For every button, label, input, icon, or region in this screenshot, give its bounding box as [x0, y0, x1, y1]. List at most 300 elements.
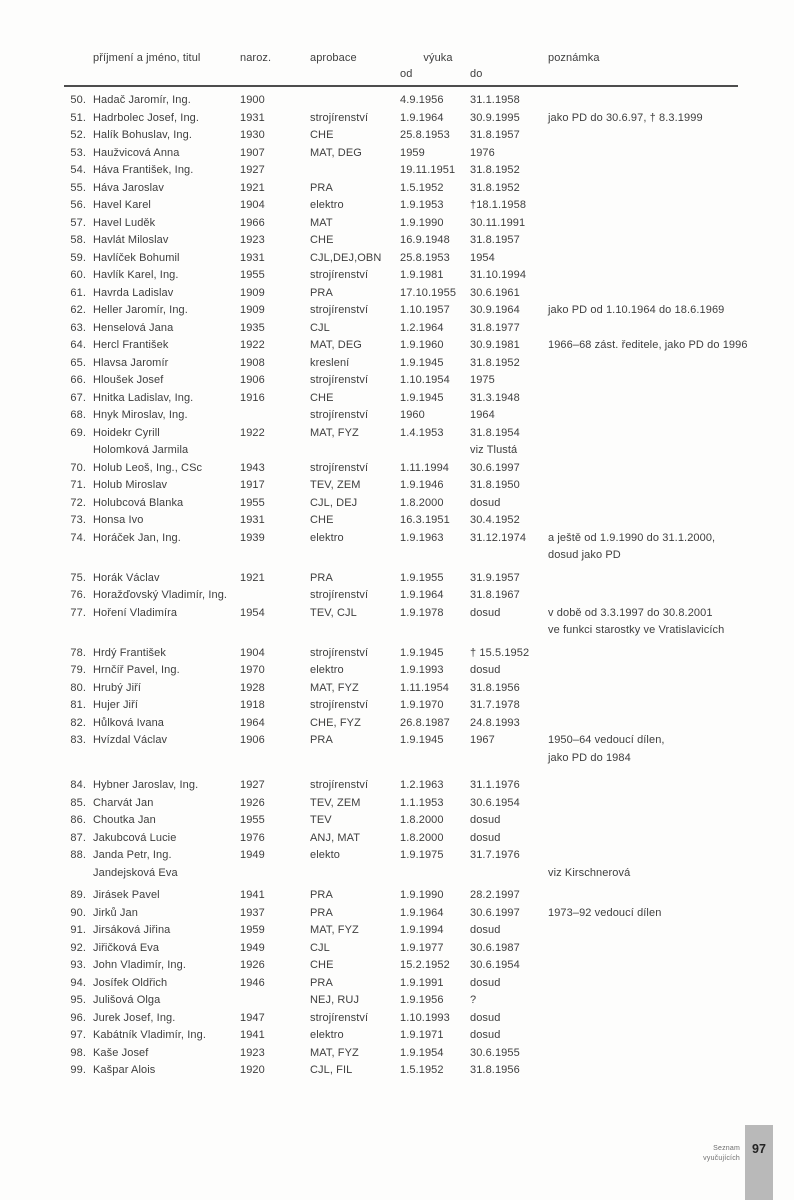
row-number: 88. [70, 849, 86, 861]
row-name: Hercl František [93, 339, 169, 351]
table-row [0, 304, 794, 322]
table-row [0, 514, 794, 532]
row-teaching-to: † 15.5.1952 [470, 646, 530, 659]
sidebar-label-line2: vyučujících [703, 1155, 740, 1163]
row-birth-year: 1922 [240, 426, 265, 439]
row-name: Háva František, Ing. [93, 164, 194, 176]
row-number: 67. [70, 391, 86, 404]
row-teaching-to: 31.8.1956 [470, 1064, 520, 1076]
row-teaching-to: 30.11.1991 [470, 216, 526, 229]
row-aprobace: CJL,DEJ,OBN [310, 251, 382, 264]
row-teaching-to: 31.8.1957 [470, 129, 520, 141]
row-name: Kaše Josef [93, 1046, 149, 1059]
column-header-do: do [470, 68, 483, 80]
table-row [0, 94, 794, 112]
table-row [0, 479, 794, 497]
row-name: Hrdý František [93, 646, 166, 659]
row-aprobace: CHE [310, 959, 334, 971]
table-row [0, 889, 794, 907]
row-name: Horák Václav [93, 571, 160, 584]
row-teaching-from: 16.3.1951 [400, 514, 450, 526]
row-note: jako PD do 1984 [548, 751, 631, 764]
row-teaching-to: dosud [470, 924, 501, 936]
row-aprobace: strojírenství [310, 646, 369, 659]
row-teaching-from: 1.9.1954 [400, 1046, 444, 1059]
table-row [0, 607, 794, 625]
row-teaching-from: 1.1.1953 [400, 796, 444, 809]
row-note: 1966–68 zást. ředitele, jako PD do 1996 [548, 339, 748, 351]
row-number: 69. [70, 426, 86, 439]
row-number: 50. [70, 94, 86, 106]
row-teaching-to: 1975 [470, 374, 495, 386]
row-teaching-from: 1.9.1945 [400, 646, 444, 659]
row-name: Honsa Ivo [93, 514, 144, 526]
row-teaching-from: 1.8.2000 [400, 496, 444, 509]
row-aprobace: CHE [310, 514, 334, 526]
row-name: Julišová Olga [93, 994, 161, 1006]
row-number: 74. [70, 531, 86, 544]
row-number: 65. [70, 356, 86, 369]
row-number: 63. [70, 321, 86, 334]
table-header-row2 [0, 68, 794, 84]
row-teaching-from: 1.9.1971 [400, 1029, 444, 1041]
row-aprobace: PRA [310, 889, 333, 901]
row-number: 84. [70, 779, 86, 791]
row-name: Hnyk Miroslav, Ing. [93, 409, 188, 421]
row-teaching-from: 1.9.1990 [400, 889, 444, 901]
table-row [0, 572, 794, 590]
row-birth-year: 1928 [240, 681, 265, 694]
row-name: Heller Jaromír, Ing. [93, 304, 188, 316]
table-row [0, 444, 794, 462]
row-name: Havel Luděk [93, 216, 156, 229]
row-number: 94. [70, 976, 86, 989]
row-name: John Vladimír, Ing. [93, 959, 187, 971]
table-row [0, 269, 794, 287]
row-aprobace: CHE, FYZ [310, 716, 361, 729]
column-header-vyuka: výuka [423, 52, 453, 64]
row-number: 57. [70, 216, 86, 229]
row-teaching-to: dosud [470, 1029, 501, 1041]
row-name: Jirků Jan [93, 906, 138, 919]
row-name: Jiřičková Eva [93, 941, 160, 954]
row-name: Jurek Josef, Ing. [93, 1011, 176, 1024]
row-teaching-to: 31.8.1977 [470, 321, 520, 334]
row-teaching-from: 1.9.1991 [400, 976, 444, 989]
row-spacer [0, 769, 794, 779]
row-number: 64. [70, 339, 86, 351]
row-teaching-from: 1.5.1952 [400, 181, 444, 194]
row-teaching-to: ? [470, 994, 477, 1006]
row-teaching-from: 1.9.1970 [400, 699, 444, 711]
row-teaching-from: 1.9.1960 [400, 339, 444, 351]
row-aprobace: elektro [310, 1029, 344, 1041]
row-birth-year: 1921 [240, 571, 265, 584]
row-teaching-from: 1.10.1957 [400, 304, 450, 316]
table-row [0, 357, 794, 375]
row-birth-year: 1931 [240, 251, 265, 264]
table-row [0, 322, 794, 340]
row-number: 82. [70, 716, 86, 729]
row-teaching-to: 31.1.1976 [470, 779, 520, 791]
row-birth-year: 1941 [240, 889, 265, 901]
row-birth-year: 1906 [240, 374, 265, 386]
row-teaching-to: 1964 [470, 409, 495, 421]
row-teaching-from: 1.10.1954 [400, 374, 450, 386]
row-name: Hvízdal Václav [93, 734, 168, 746]
column-header-od: od [400, 68, 413, 80]
row-name: Hujer Jiří [93, 699, 139, 711]
row-teaching-from: 19.11.1951 [400, 164, 456, 176]
row-name: Hoření Vladimíra [93, 606, 178, 619]
row-teaching-to: 30.9.1981 [470, 339, 520, 351]
row-teaching-to: 30.6.1954 [470, 796, 520, 809]
row-birth-year: 1955 [240, 496, 265, 509]
row-teaching-from: 1.9.1945 [400, 734, 444, 746]
row-birth-year: 1909 [240, 286, 265, 299]
row-teaching-to: dosud [470, 1011, 501, 1024]
row-name: Jirásek Pavel [93, 889, 160, 901]
column-header-aprobace: aprobace [310, 52, 357, 64]
row-aprobace: CJL [310, 321, 330, 334]
row-teaching-to: 31.8.1954 [470, 426, 520, 439]
row-teaching-from: 1.9.1994 [400, 924, 444, 936]
row-teaching-to: †18.1.1958 [470, 199, 527, 211]
row-number: 80. [70, 681, 86, 694]
row-aprobace: elektro [310, 531, 344, 544]
row-aprobace: kreslení [310, 356, 350, 369]
row-birth-year: 1939 [240, 531, 265, 544]
table-row [0, 1012, 794, 1030]
row-note: v době od 3.3.1997 do 30.8.2001 [548, 606, 713, 619]
row-teaching-from: 25.8.1953 [400, 251, 450, 264]
row-number: 96. [70, 1011, 86, 1024]
row-number: 86. [70, 814, 86, 826]
row-teaching-from: 1.5.1952 [400, 1064, 444, 1076]
row-birth-year: 1904 [240, 199, 265, 211]
row-teaching-to: 31.8.1950 [470, 479, 520, 491]
table-row [0, 217, 794, 235]
table-row [0, 589, 794, 607]
row-birth-year: 1900 [240, 94, 265, 106]
row-teaching-from: 1.9.1953 [400, 199, 444, 211]
row-aprobace: elektro [310, 199, 344, 211]
row-teaching-to: 31.12.1974 [470, 531, 527, 544]
row-name: Holub Miroslav [93, 479, 168, 491]
row-teaching-from: 1.9.1993 [400, 664, 444, 676]
row-number: 60. [70, 269, 86, 281]
row-number: 52. [70, 129, 86, 141]
table-row [0, 994, 794, 1012]
row-aprobace: CJL, DEJ [310, 496, 358, 509]
row-aprobace: CJL, FIL [310, 1064, 353, 1076]
table-row [0, 832, 794, 850]
row-birth-year: 1970 [240, 664, 265, 676]
row-number: 53. [70, 146, 86, 159]
row-teaching-to: 31.1.1958 [470, 94, 520, 106]
column-header-note: poznámka [548, 52, 600, 64]
row-aprobace: strojírenství [310, 589, 369, 601]
row-aprobace: MAT, FYZ [310, 1046, 359, 1059]
table-row [0, 797, 794, 815]
row-name: Jirsáková Jiřina [93, 924, 171, 936]
row-teaching-from: 1.9.1955 [400, 571, 444, 584]
row-birth-year: 1917 [240, 479, 265, 491]
row-aprobace: strojírenství [310, 269, 369, 281]
row-name: Charvát Jan [93, 796, 154, 809]
row-teaching-from: 1.2.1963 [400, 779, 444, 791]
row-name: Jakubcová Lucie [93, 831, 177, 844]
row-name: Háva Jaroslav [93, 181, 164, 194]
row-aprobace: TEV, CJL [310, 606, 357, 619]
table-row [0, 112, 794, 130]
table-row [0, 532, 794, 550]
row-birth-year: 1922 [240, 339, 265, 351]
row-teaching-from: 1.9.1977 [400, 941, 444, 954]
row-name: Hnitka Ladislav, Ing. [93, 391, 194, 404]
header-rule [64, 85, 738, 87]
table-row [0, 234, 794, 252]
row-name: Hrubý Jiří [93, 681, 142, 694]
row-name: Havlík Karel, Ing. [93, 269, 179, 281]
row-name: Halík Bohuslav, Ing. [93, 129, 193, 141]
row-birth-year: 1937 [240, 906, 265, 919]
column-header-name: příjmení a jméno, titul [93, 52, 201, 64]
row-teaching-to: 30.9.1964 [470, 304, 520, 316]
row-teaching-from: 1.8.2000 [400, 831, 444, 844]
row-name: Hybner Jaroslav, Ing. [93, 779, 199, 791]
row-teaching-to: 30.6.1987 [470, 941, 520, 954]
row-teaching-from: 17.10.1955 [400, 286, 457, 299]
row-aprobace: MAT [310, 216, 333, 229]
row-note: dosud jako PD [548, 549, 621, 561]
table-row [0, 129, 794, 147]
row-note: ve funkci starostky ve Vratislavicích [548, 624, 725, 636]
row-teaching-to: 31.8.1956 [470, 681, 520, 694]
row-teaching-to: 31.3.1948 [470, 391, 520, 404]
row-teaching-to: 31.8.1952 [470, 356, 520, 369]
row-aprobace: ANJ, MAT [310, 831, 361, 844]
row-birth-year: 1907 [240, 146, 265, 159]
row-teaching-to: 30.6.1961 [470, 286, 520, 299]
row-name: Hadač Jaromír, Ing. [93, 94, 191, 106]
row-teaching-to: 31.7.1978 [470, 699, 520, 711]
row-number: 97. [70, 1029, 86, 1041]
row-number: 56. [70, 199, 86, 211]
row-birth-year: 1943 [240, 461, 265, 474]
row-number: 85. [70, 796, 86, 809]
row-aprobace: TEV, ZEM [310, 796, 361, 809]
row-name: Havlíček Bohumil [93, 251, 180, 264]
row-teaching-to: dosud [470, 664, 501, 676]
row-aprobace: MAT, DEG [310, 146, 362, 159]
row-teaching-from: 4.9.1956 [400, 94, 444, 106]
row-teaching-from: 1.9.1964 [400, 906, 444, 919]
row-number: 76. [70, 589, 86, 601]
row-birth-year: 1954 [240, 606, 265, 619]
row-aprobace: PRA [310, 906, 333, 919]
row-teaching-from: 1.9.1963 [400, 531, 444, 544]
table-row [0, 1064, 794, 1082]
row-birth-year: 1931 [240, 514, 265, 526]
sidebar-label-line1: Seznam [713, 1145, 740, 1152]
row-teaching-from: 1.2.1964 [400, 321, 444, 334]
row-teaching-to: 24.8.1993 [470, 716, 520, 729]
row-birth-year: 1921 [240, 181, 265, 194]
row-number: 75. [70, 571, 86, 584]
row-birth-year: 1947 [240, 1011, 265, 1024]
row-teaching-to: 30.6.1954 [470, 959, 520, 971]
row-teaching-to: 30.6.1997 [470, 461, 520, 474]
table-row [0, 682, 794, 700]
row-aprobace: strojírenství [310, 1011, 369, 1024]
row-teaching-to: 31.8.1952 [470, 164, 520, 176]
row-birth-year: 1946 [240, 976, 265, 989]
row-name: Hloušek Josef [93, 374, 164, 386]
table-row [0, 392, 794, 410]
row-birth-year: 1966 [240, 216, 265, 229]
teacher-table [0, 94, 794, 1082]
row-note: 1973–92 vedoucí dílen [548, 906, 662, 919]
row-name: Kašpar Alois [93, 1064, 156, 1076]
table-row [0, 374, 794, 392]
row-birth-year: 1964 [240, 716, 265, 729]
row-teaching-from: 25.8.1953 [400, 129, 450, 141]
row-number: 89. [70, 889, 86, 901]
row-birth-year: 1909 [240, 304, 265, 316]
table-row [0, 497, 794, 515]
row-number: 87. [70, 831, 86, 844]
row-teaching-to: 1967 [470, 734, 495, 746]
row-name: Hadrbolec Josef, Ing. [93, 111, 200, 124]
row-number: 78. [70, 646, 86, 659]
table-row [0, 699, 794, 717]
table-row [0, 1029, 794, 1047]
row-aprobace: NEJ, RUJ [310, 994, 360, 1006]
row-name: Havel Karel [93, 199, 151, 211]
table-row [0, 942, 794, 960]
row-number: 73. [70, 514, 86, 526]
row-birth-year: 1926 [240, 796, 265, 809]
row-teaching-to: dosud [470, 606, 501, 619]
row-name: Horažďovský Vladimír, Ing. [93, 589, 228, 601]
row-teaching-from: 26.8.1987 [400, 716, 450, 729]
page-number-tab [745, 1125, 773, 1200]
row-birth-year: 1927 [240, 164, 265, 176]
row-name: Hoidekr Cyrill [93, 426, 160, 439]
row-number: 77. [70, 606, 86, 619]
row-aprobace: strojírenství [310, 304, 369, 316]
row-number: 71. [70, 479, 86, 491]
row-aprobace: MAT, FYZ [310, 681, 359, 694]
row-teaching-to: 31.8.1967 [470, 589, 520, 601]
row-teaching-from: 1.10.1993 [400, 1011, 450, 1024]
page-number: 97 [752, 1142, 766, 1156]
column-header-born: naroz. [240, 52, 272, 64]
row-birth-year: 1927 [240, 779, 265, 791]
table-row [0, 849, 794, 867]
row-teaching-from: 1.9.1975 [400, 849, 444, 861]
table-row [0, 624, 794, 642]
row-aprobace: strojírenství [310, 374, 369, 386]
row-note: jako PD od 1.10.1964 do 18.6.1969 [548, 304, 725, 316]
row-aprobace: PRA [310, 976, 333, 989]
row-teaching-from: 1.9.1945 [400, 391, 444, 404]
row-teaching-to: 28.2.1997 [470, 889, 520, 901]
table-row [0, 339, 794, 357]
table-row [0, 814, 794, 832]
table-row [0, 164, 794, 182]
row-teaching-from: 1.9.1956 [400, 994, 444, 1006]
row-teaching-to: 1954 [470, 251, 495, 264]
row-aprobace: PRA [310, 286, 333, 299]
row-name: Holubcová Blanka [93, 496, 184, 509]
row-name: Henselová Jana [93, 321, 174, 334]
table-row [0, 182, 794, 200]
table-row [0, 199, 794, 217]
row-teaching-from: 1.8.2000 [400, 814, 444, 826]
row-teaching-from: 1.9.1978 [400, 606, 444, 619]
row-aprobace: MAT, DEG [310, 339, 362, 351]
row-teaching-from: 1.9.1964 [400, 111, 444, 124]
row-aprobace: CJL [310, 941, 330, 954]
row-teaching-from: 1.4.1953 [400, 426, 444, 439]
row-number: 83. [70, 734, 86, 746]
row-aprobace: CHE [310, 129, 334, 141]
row-number: 95. [70, 994, 86, 1006]
table-row [0, 867, 794, 885]
row-number: 70. [70, 461, 86, 474]
table-row [0, 287, 794, 305]
row-teaching-to: viz Tlustá [470, 444, 518, 456]
row-teaching-to: 30.6.1955 [470, 1046, 520, 1059]
table-row [0, 409, 794, 427]
row-name: Havrda Ladislav [93, 286, 174, 299]
table-row [0, 977, 794, 995]
row-number: 90. [70, 906, 86, 919]
row-name: Havlát Miloslav [93, 234, 169, 246]
sidebar-section-label [650, 1144, 740, 1164]
row-name: Horáček Jan, Ing. [93, 531, 181, 544]
row-teaching-from: 16.9.1948 [400, 234, 450, 246]
table-row [0, 147, 794, 165]
row-aprobace: MAT, FYZ [310, 924, 359, 936]
table-row [0, 647, 794, 665]
table-row [0, 907, 794, 925]
row-birth-year: 1923 [240, 234, 265, 246]
row-teaching-from: 1.9.1946 [400, 479, 444, 491]
row-teaching-from: 1.11.1954 [400, 681, 450, 694]
row-teaching-to: 30.6.1997 [470, 906, 520, 919]
row-birth-year: 1949 [240, 941, 265, 954]
row-aprobace: strojírenství [310, 461, 369, 474]
row-note: 1950–64 vedoucí dílen, [548, 734, 665, 746]
row-birth-year: 1935 [240, 321, 265, 334]
table-row [0, 427, 794, 445]
row-number: 51. [70, 111, 86, 124]
row-aprobace: elekto [310, 849, 340, 861]
row-number: 92. [70, 941, 86, 954]
row-teaching-to: dosud [470, 976, 501, 989]
row-teaching-from: 1.9.1981 [400, 269, 444, 281]
table-row [0, 752, 794, 770]
row-number: 61. [70, 286, 86, 299]
row-number: 58. [70, 234, 86, 246]
row-teaching-to: 31.10.1994 [470, 269, 527, 281]
row-teaching-from: 1.9.1990 [400, 216, 444, 229]
table-row [0, 1047, 794, 1065]
row-teaching-to: 30.9.1995 [470, 111, 520, 124]
